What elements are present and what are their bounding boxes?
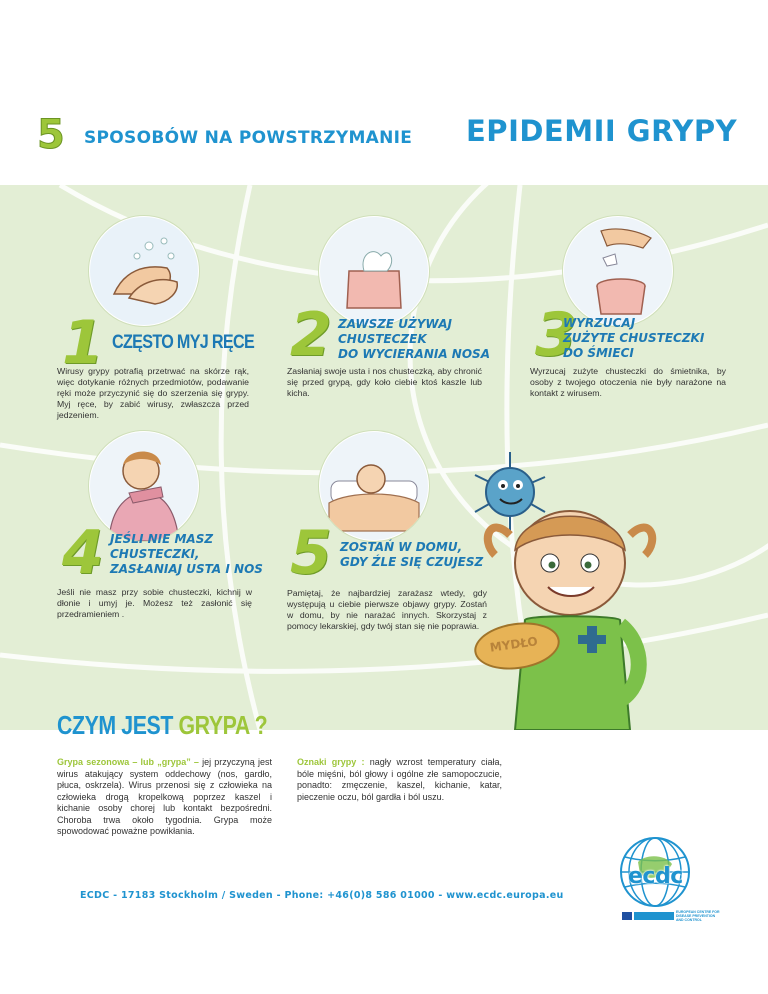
- question-title: CZYM JEST GRYPA ?: [57, 710, 268, 740]
- step4-text: Jeśli nie masz przy sobie chusteczki, kichnij w dłonie i umyj je. Możesz też zasłonić się przedramieniem .: [57, 587, 252, 619]
- step2-illustration: [318, 215, 430, 327]
- steps-panel: [0, 185, 768, 730]
- step4-number: 4: [62, 518, 104, 588]
- step2-text: Zasłaniaj swoje usta i nos chusteczką, aby chronić się przed grypą, gdy koło ciebie ktoś kaszle lub kicha.: [287, 366, 482, 398]
- step2-title: ZAWSZE UŻYWAJ CHUSTECZEK DO WYCIERANIA NOSA: [338, 317, 490, 361]
- step4-illustration: [88, 430, 200, 542]
- footer-contact: ECDC - 17183 Stockholm / Sweden - Phone: +46(0)8 586 01000 - www.ecdc.europa.eu: [80, 890, 564, 901]
- title-prefix: SPOSOBÓW NA POWSTRZYMANIE: [84, 128, 413, 148]
- soap-label: MYDŁO: [489, 634, 539, 655]
- ecdc-logo: [600, 832, 720, 932]
- step2-number: 2: [290, 300, 332, 370]
- sick-in-bed-icon: [319, 431, 429, 541]
- washing-hands-icon: [89, 216, 199, 326]
- step5-illustration: [318, 430, 430, 542]
- step5-text: Pamiętaj, że najbardziej zarażasz wtedy, gdy występują u ciebie pierwsze objawy grypy. Zostań w domu, by nie narażać innych. Skorzystaj z pomocy lekarskiej, gdy twój stan się nie poprawia.: [287, 588, 487, 631]
- title-main: EPIDEMII GRYPY: [466, 114, 738, 148]
- step3-illustration: [562, 215, 674, 327]
- step3-title: WYRZUCAJ ZUŻYTE CHUSTECZKI DO ŚMIECI: [563, 316, 705, 360]
- step1-illustration: [88, 215, 200, 327]
- step1-text: Wirusy grypy potrafią przetrwać na skórze rąk, więc dotykanie różnych przedmiotów, podawanie ręki może przyczynić się do szerzenia się grypy. Myj ręce, by zabić wirusy, zwłaszcza przed jedzeniem.: [57, 366, 249, 420]
- trash-bin-icon: [563, 216, 673, 326]
- flu-symptoms: Oznaki grypy : nagły wzrost temperatury ciała, bóle mięśni, ból głowy i ogólne złe samopoczucie, ponadto: zmęczenie, kaszel, kichanie, katar, pieczenie oczu, ból gardła i ból uszu.: [297, 757, 502, 802]
- step3-number: 3: [535, 300, 577, 370]
- ecdc-subtitle: EUROPEAN CENTRE FOR DISEASE PREVENTION AND CONTROL: [676, 910, 720, 922]
- ecdc-wordmark: ecdc: [628, 864, 683, 889]
- step1-number: 1: [62, 308, 104, 378]
- step5-number: 5: [290, 518, 332, 588]
- flu-definition: Grypa sezonowa – lub „grypa” – jej przyczyną jest wirus atakujący system oddechowy (nos, gardło, płuca, oskrzela). Wirus przenosi się z człowieka na człowieka drogą kropelkową poprzez kaszel i kichanie osoby chorej lub kontakt bezpośredni. Choroba trwa około tygodnia. Grypa może spowodować poważne powikłania.: [57, 757, 272, 836]
- step5-title: ZOSTAŃ W DOMU, GDY ŹLE SIĘ CZUJESZ: [340, 540, 484, 569]
- step1-title: CZĘSTO MYJ RĘCE: [112, 332, 255, 353]
- sneezing-child-icon: [89, 431, 199, 541]
- step4-title: JEŚLI NIE MASZ CHUSTECZKI, ZASŁANIAJ USTA I NOS: [110, 532, 263, 576]
- title-number: 5: [37, 112, 65, 158]
- tissue-box-icon: [319, 216, 429, 326]
- step3-text: Wyrzucaj zużyte chusteczki do śmietnika, by osoby z twojego otoczenia nie były narażone na kontakt z wirusem.: [530, 366, 726, 398]
- girl-with-soap-illustration: [470, 485, 670, 730]
